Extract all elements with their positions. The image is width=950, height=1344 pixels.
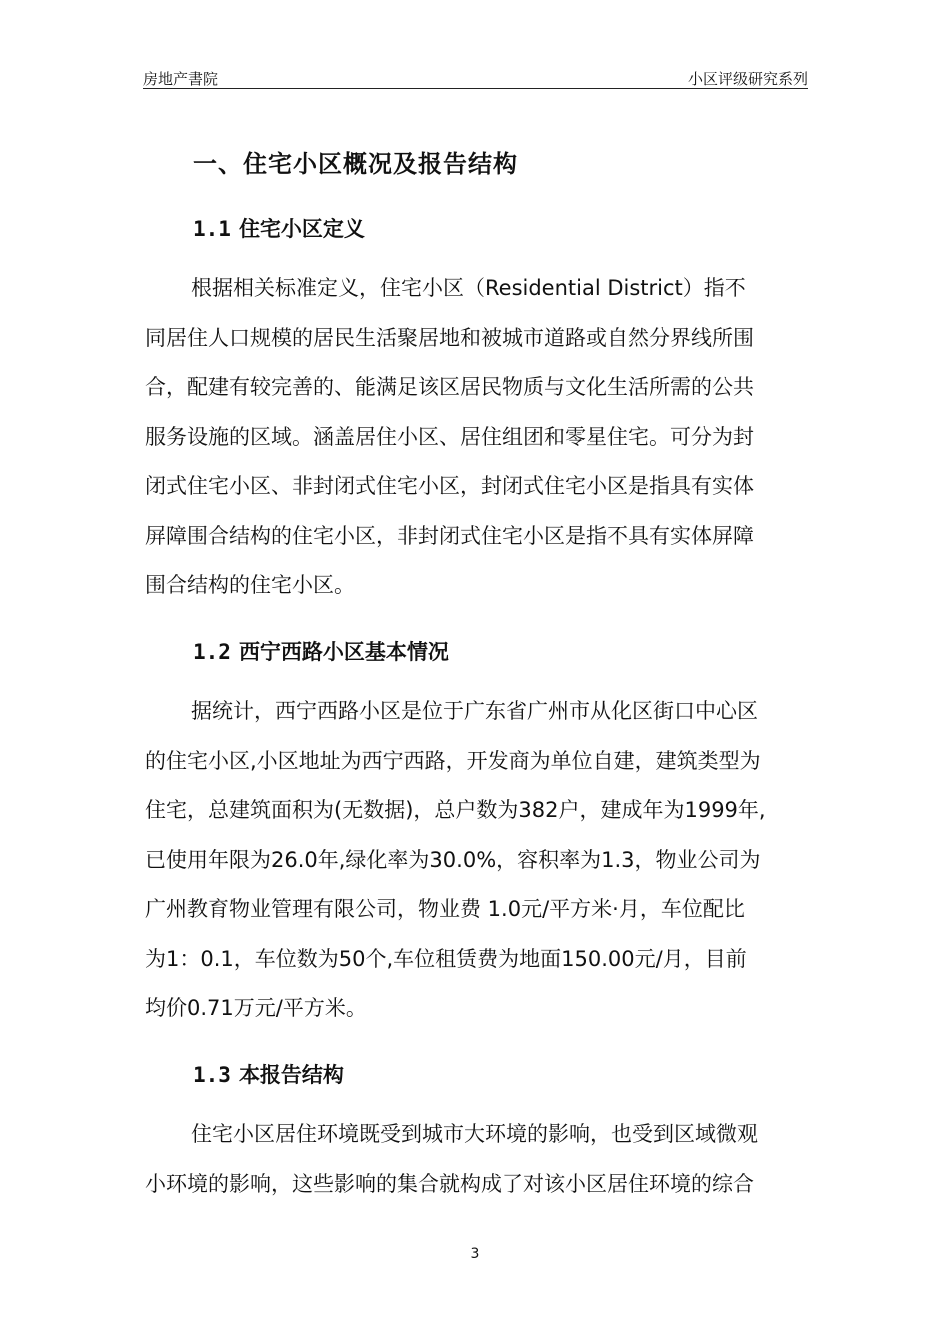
section-number: 1.2	[193, 640, 231, 664]
section-title: 住宅小区定义	[238, 217, 365, 241]
paragraph-line: 根据相关标准定义，住宅小区（Residential District）指不	[191, 276, 746, 300]
paragraph-line: 住宅，总建筑面积为(无数据)，总户数为382户，建成年为1999年,	[145, 798, 766, 822]
paragraph-line: 屏障围合结构的住宅小区，非封闭式住宅小区是指不具有实体屏障	[145, 523, 754, 548]
header-right-title: 小区评级研究系列	[687, 70, 808, 88]
paragraph-basic-info	[145, 687, 815, 1034]
chapter-title: 一、住宅小区概况及报告结构	[193, 150, 518, 178]
section-number: 1.3	[193, 1063, 231, 1087]
paragraph-definition	[145, 264, 815, 611]
paragraph-line: 围合结构的住宅小区。	[145, 573, 355, 597]
paragraph-line: 广州教育物业管理有限公司，物业费 1.0元/平方米·月，车位配比	[145, 897, 745, 921]
page-number: 3	[470, 1246, 480, 1262]
section-heading-1-3	[193, 1059, 344, 1089]
section-title: 西宁西路小区基本情况	[238, 640, 449, 664]
header-left-title: 房地产書院	[143, 70, 219, 88]
paragraph-line: 均价0.71万元/平方米。	[145, 996, 367, 1020]
section-heading-1-1	[193, 213, 365, 243]
paragraph-line: 据统计，西宁西路小区是位于广东省广州市从化区街口中心区	[191, 699, 758, 723]
paragraph-line: 住宅小区居住环境既受到城市大环境的影响，也受到区域微观	[191, 1122, 758, 1146]
section-title: 本报告结构	[238, 1063, 344, 1087]
page-header	[143, 62, 808, 89]
paragraph-line: 合，配建有较完善的、能满足该区居民物质与文化生活所需的公共	[145, 375, 754, 399]
section-heading-1-2	[193, 636, 449, 666]
paragraph-line: 为1：0.1，车位数为50个,车位租赁费为地面150.00元/月，目前	[145, 946, 747, 971]
paragraph-line: 已使用年限为26.0年,绿化率为30.0%，容积率为1.3，物业公司为	[145, 847, 761, 872]
paragraph-line: 同居住人口规模的居民生活聚居地和被城市道路或自然分界线所围	[145, 325, 754, 350]
paragraph-line: 服务设施的区域。涵盖居住小区、居住组团和零星住宅。可分为封	[145, 424, 754, 449]
section-number: 1.1	[193, 217, 231, 241]
paragraph-line: 的住宅小区,小区地址为西宁西路，开发商为单位自建，建筑类型为	[145, 748, 761, 773]
paragraph-line: 闭式住宅小区、非封闭式住宅小区，封闭式住宅小区是指具有实体	[145, 474, 754, 498]
paragraph-line: 小环境的影响，这些影响的集合就构成了对该小区居住环境的综合	[145, 1171, 754, 1196]
paragraph-report-structure	[145, 1110, 815, 1209]
